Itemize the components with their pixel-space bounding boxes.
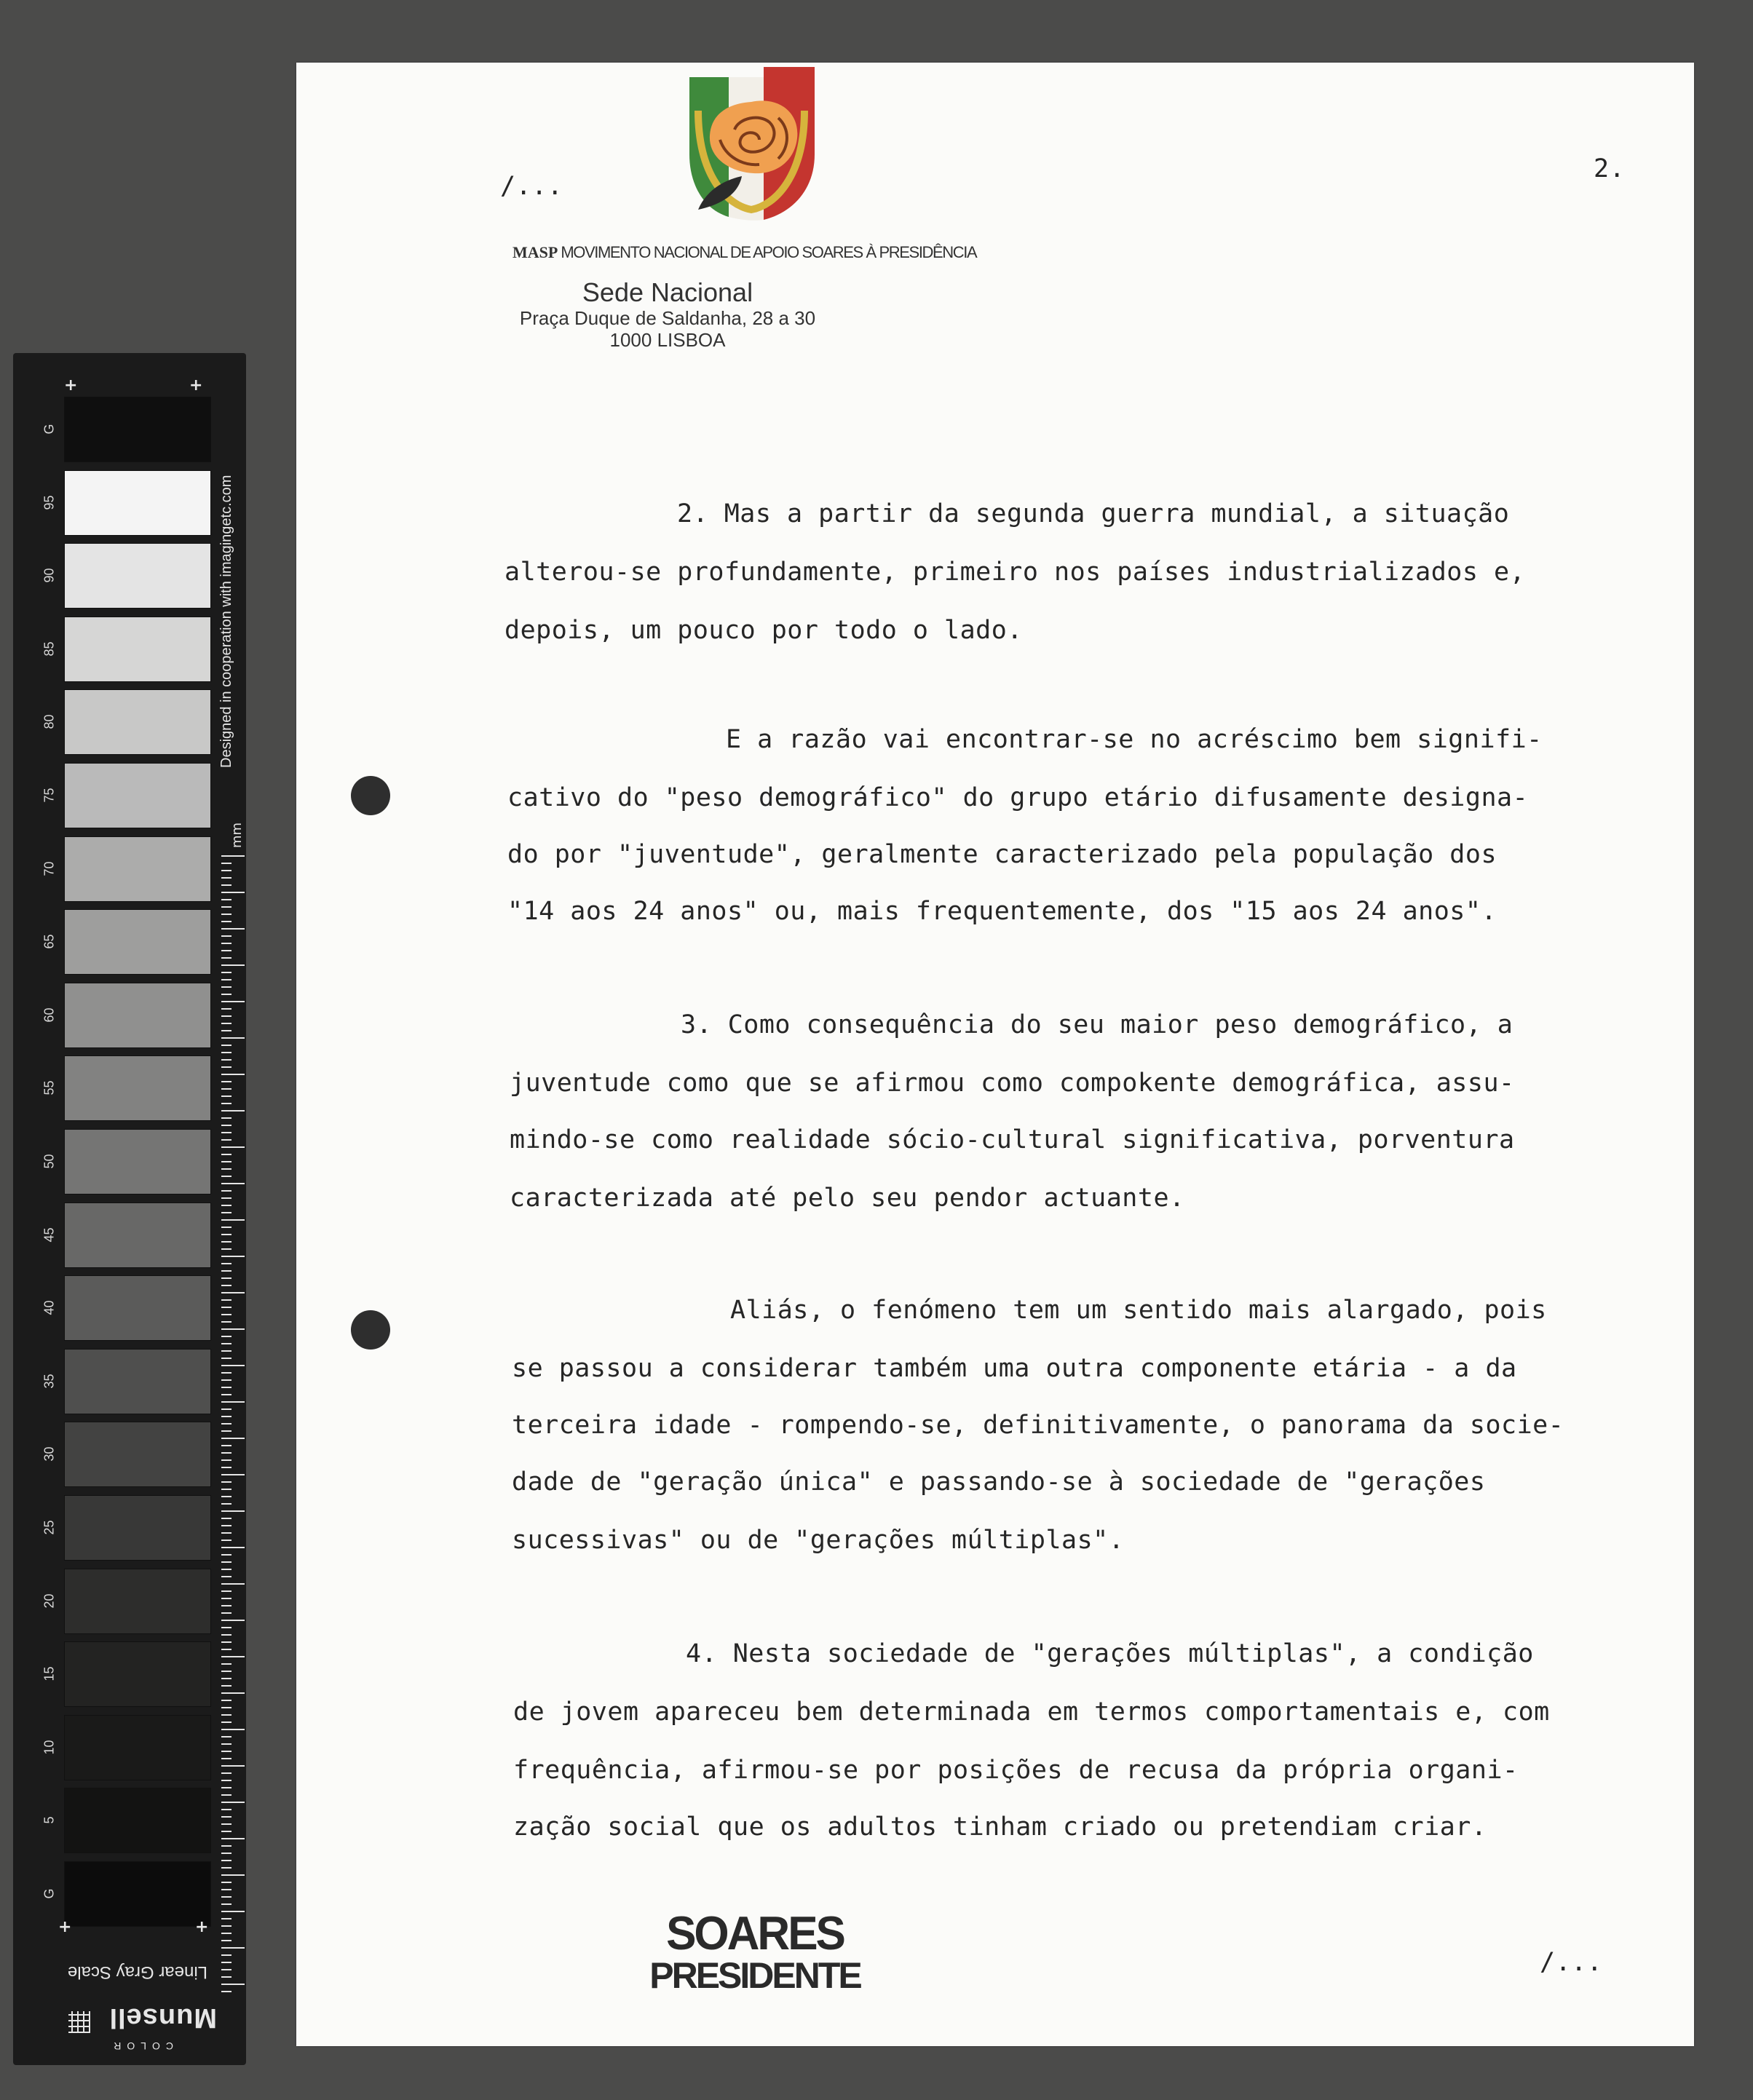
body-line: juventude como que se afirmou como compokente demográfica, assu-: [510, 1069, 1515, 1098]
gray-patch: [64, 983, 211, 1048]
punch-hole: [351, 776, 390, 815]
header-continuation-mark: /...: [500, 172, 563, 201]
gray-patch-label: 35: [41, 1374, 57, 1389]
body-line: caracterizada até pelo seu pendor actuante.: [510, 1184, 1185, 1213]
ruler-unit-label: mm: [229, 822, 245, 849]
gray-patch-label: 55: [41, 1080, 57, 1095]
letterhead-address: [456, 278, 879, 351]
page-number: 2.: [1594, 154, 1626, 183]
gray-patch-label: 90: [41, 568, 57, 583]
campaign-logo-line-2: PRESIDENTE: [649, 1955, 860, 1996]
gray-patch: [64, 1788, 211, 1853]
gray-patch-label: 40: [41, 1300, 57, 1315]
gray-patch: [64, 909, 211, 975]
gray-patch-label: 60: [41, 1007, 57, 1023]
grayscale-calibration-card: [13, 353, 246, 2065]
body-line: "14 aos 24 anos" ou, mais frequentemente, dos "15 aos 24 anos".: [507, 897, 1497, 926]
registration-mark: +: [58, 1918, 72, 1936]
gray-patch-label: 70: [41, 861, 57, 876]
gray-patch-label: 50: [41, 1154, 57, 1169]
body-line: mindo-se como realidade sócio-cultural significativa, porventura: [510, 1125, 1515, 1154]
punch-hole: [351, 1310, 390, 1350]
gray-patch-label: 25: [41, 1520, 57, 1535]
campaign-logo: [602, 1907, 908, 1996]
munsell-grid-icon: [68, 2011, 90, 2033]
body-line: 2. Mas a partir da segunda guerra mundial, a situação: [677, 499, 1510, 528]
gray-patch-label: 65: [41, 934, 57, 949]
gray-patch: [64, 763, 211, 828]
gray-patch: [64, 836, 211, 902]
registration-mark: +: [195, 1918, 209, 1936]
brand-sub: COLOR: [108, 2040, 173, 2052]
gray-patch-label: G: [41, 424, 57, 435]
body-line: sucessivas" ou de "gerações múltiplas".: [512, 1526, 1125, 1555]
body-line: 3. Como consequência do seu maior peso demográfico, a: [681, 1010, 1513, 1039]
body-line: do por "juventude", geralmente caracterizado pela população dos: [507, 840, 1497, 869]
gray-patch: [64, 1569, 211, 1634]
address-line-2: 1000 LISBOA: [609, 329, 726, 351]
body-line: E a razão vai encontrar-se no acréscimo bem signifi-: [726, 725, 1543, 754]
body-line: Aliás, o fenómeno tem um sentido mais alargado, pois: [730, 1296, 1547, 1325]
gray-patch: [64, 1861, 211, 1927]
gray-patch: [64, 543, 211, 609]
gray-patch: [64, 470, 211, 536]
gray-patch: [64, 1275, 211, 1341]
brand-name: Munsell: [108, 2002, 217, 2033]
office-title: Sede Nacional: [582, 277, 753, 307]
body-line: frequência, afirmou-se por posições de recusa da própria organi-: [513, 1756, 1519, 1785]
gray-patch: [64, 1349, 211, 1414]
body-line: alterou-se profundamente, primeiro nos países industrializados e,: [504, 558, 1526, 587]
card-credit-text: Designed in cooperation with imagingetc.com: [218, 475, 234, 768]
gray-patch-label: 5: [41, 1816, 57, 1824]
gray-patch-label: 10: [41, 1740, 57, 1755]
gray-patch: [64, 1715, 211, 1780]
organization-name: [513, 243, 976, 262]
organization-abbreviation: MASP: [513, 243, 558, 261]
mm-ruler-major-ticks: [232, 855, 245, 1998]
body-line: cativo do "peso demográfico" do grupo etário difusamente designa-: [507, 783, 1529, 812]
gray-patch-label: 85: [41, 641, 57, 657]
gray-patch-label: 20: [41, 1593, 57, 1609]
gray-patch: [64, 397, 211, 462]
campaign-logo-line-1: SOARES: [666, 1907, 844, 1960]
gray-patch: [64, 617, 211, 682]
registration-mark: +: [64, 376, 78, 395]
gray-patch-label: G: [41, 1888, 57, 1899]
rose-shield-emblem-icon: [684, 67, 819, 223]
gray-patch: [64, 1055, 211, 1121]
body-line: 4. Nesta sociedade de "gerações múltiplas", a condição: [686, 1639, 1534, 1668]
gray-patch: [64, 1129, 211, 1194]
organization-full-name: MOVIMENTO NACIONAL DE APOIO SOARES À PRESIDÊNCIA: [561, 243, 977, 261]
gray-patch-label: 45: [41, 1227, 57, 1243]
document-page: [296, 63, 1694, 2046]
gray-patch: [64, 1202, 211, 1268]
body-line: dade de "geração única" e passando-se à sociedade de "gerações: [512, 1467, 1486, 1497]
gray-patch: [64, 1422, 211, 1487]
munsell-logo: [64, 1997, 217, 2055]
scale-name: Linear Gray Scale: [67, 1962, 208, 1982]
gray-patch-label: 80: [41, 714, 57, 729]
registration-mark: +: [189, 376, 203, 395]
body-line: de jovem apareceu bem determinada em termos comportamentais e, com: [513, 1697, 1550, 1727]
gray-patch: [64, 689, 211, 755]
body-line: terceira idade - rompendo-se, definitivamente, o panorama da socie-: [512, 1411, 1564, 1440]
gray-patch-label: 75: [41, 788, 57, 803]
body-line: se passou a considerar também uma outra componente etária - a da: [512, 1354, 1517, 1383]
gray-patch: [64, 1641, 211, 1707]
body-line: zação social que os adultos tinham criado ou pretendiam criar.: [513, 1812, 1487, 1842]
gray-patch-label: 30: [41, 1446, 57, 1462]
gray-patch-label: 95: [41, 495, 57, 510]
address-line-1: Praça Duque de Saldanha, 28 a 30: [519, 307, 816, 329]
gray-patch: [64, 1495, 211, 1561]
footer-continuation-mark: /...: [1540, 1948, 1603, 1977]
body-line: depois, um pouco por todo o lado.: [504, 616, 1023, 645]
gray-patch-label: 15: [41, 1666, 57, 1681]
